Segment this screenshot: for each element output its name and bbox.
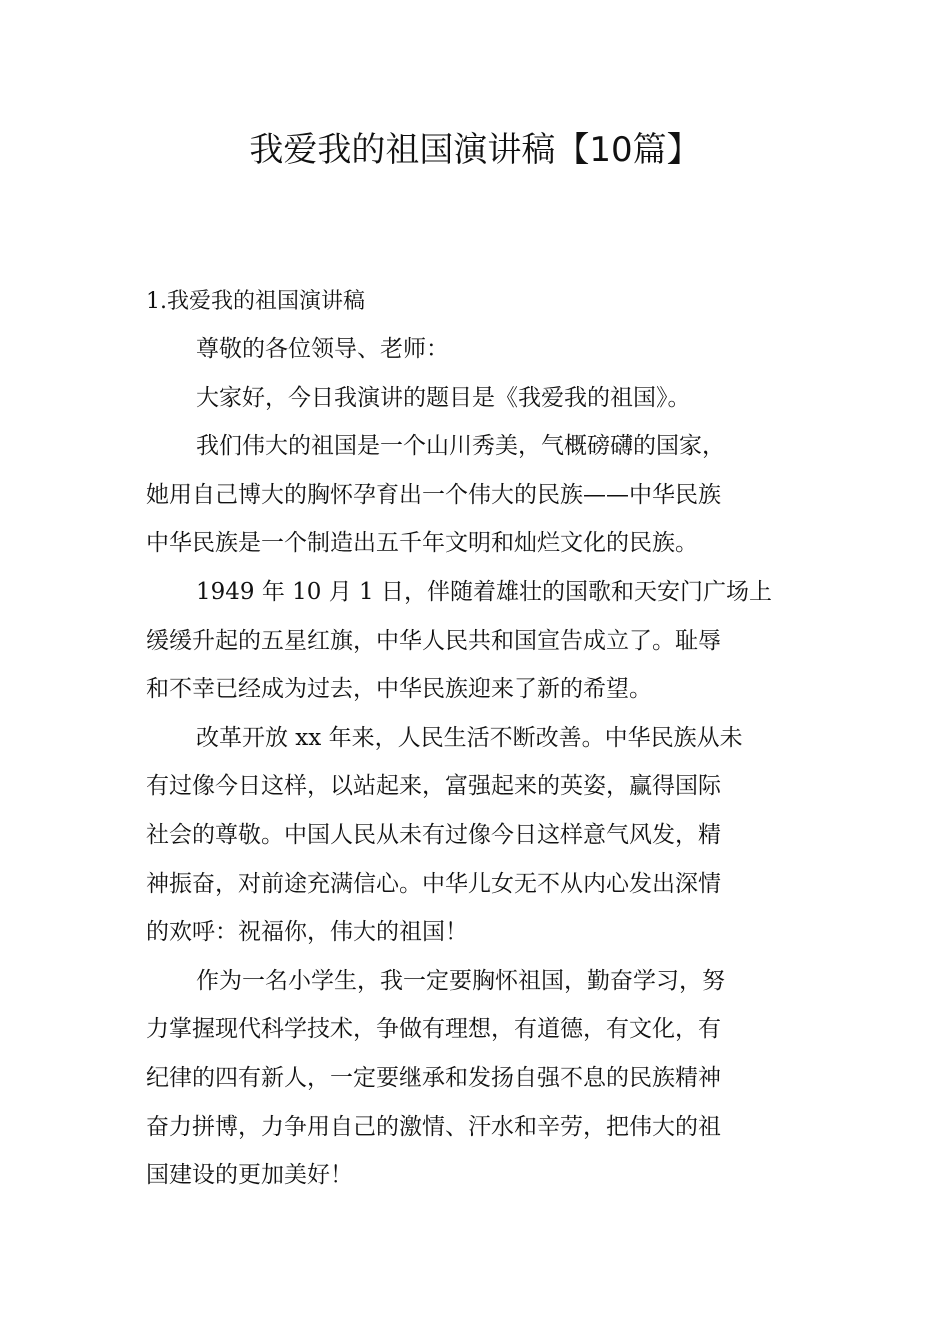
paragraph-line: 1949 年 10 月 1 日，伴随着雄壮的国歌和天安门广场上 bbox=[196, 578, 772, 605]
paragraph-motherland bbox=[146, 422, 808, 568]
paragraph-line: 国建设的更加美好！ bbox=[146, 1162, 353, 1189]
paragraph-line: 社会的尊敬。中国人民从未有过像今日这样意气风发，精 bbox=[146, 821, 721, 848]
paragraph-line: 和不幸已经成为过去，中华民族迎来了新的希望。 bbox=[146, 676, 652, 703]
paragraph-line: 力掌握现代科学技术，争做有理想，有道德，有文化，有 bbox=[146, 1016, 721, 1043]
paragraph-line: 缓缓升起的五星红旗，中华人民共和国宣告成立了。耻辱 bbox=[146, 627, 721, 654]
paragraph-student bbox=[146, 957, 808, 1200]
paragraph-line: 神振奋，对前途充满信心。中华儿女无不从内心发出深情 bbox=[146, 870, 721, 897]
paragraph-reform bbox=[146, 714, 808, 957]
paragraph-line: 有过像今日这样，以站起来，富强起来的英姿，赢得国际 bbox=[146, 773, 721, 800]
paragraph-intro bbox=[146, 374, 808, 423]
paragraph-line: 她用自己博大的胸怀孕育出一个伟大的民族——中华民族 bbox=[146, 481, 721, 508]
paragraph-line: 改革开放 xx 年来，人民生活不断改善。中华民族从未 bbox=[196, 724, 743, 751]
paragraph-greeting bbox=[146, 325, 808, 374]
paragraph-line: 尊敬的各位领导、老师： bbox=[196, 336, 449, 362]
paragraph-line: 中华民族是一个制造出五千年文明和灿烂文化的民族。 bbox=[146, 530, 698, 557]
paragraph-line: 作为一名小学生，我一定要胸怀祖国，勤奋学习，努 bbox=[196, 967, 725, 994]
section-heading: 1.我爱我的祖国演讲稿 bbox=[146, 289, 365, 314]
document-title: 我爱我的祖国演讲稿【10篇】 bbox=[249, 130, 701, 170]
paragraph-1949 bbox=[146, 568, 808, 714]
paragraph-line: 我们伟大的祖国是一个山川秀美，气概磅礴的国家， bbox=[196, 433, 725, 460]
paragraph-line: 大家好，今日我演讲的题目是《我爱我的祖国》。 bbox=[196, 384, 691, 411]
paragraph-line: 的欢呼：祝福你，伟大的祖国！ bbox=[146, 919, 468, 946]
paragraph-line: 奋力拼博，力争用自己的激情、汗水和辛劳，把伟大的祖 bbox=[146, 1113, 721, 1140]
document-body bbox=[146, 278, 808, 1200]
paragraph-line: 纪律的四有新人，一定要继承和发扬自强不息的民族精神 bbox=[146, 1064, 721, 1091]
